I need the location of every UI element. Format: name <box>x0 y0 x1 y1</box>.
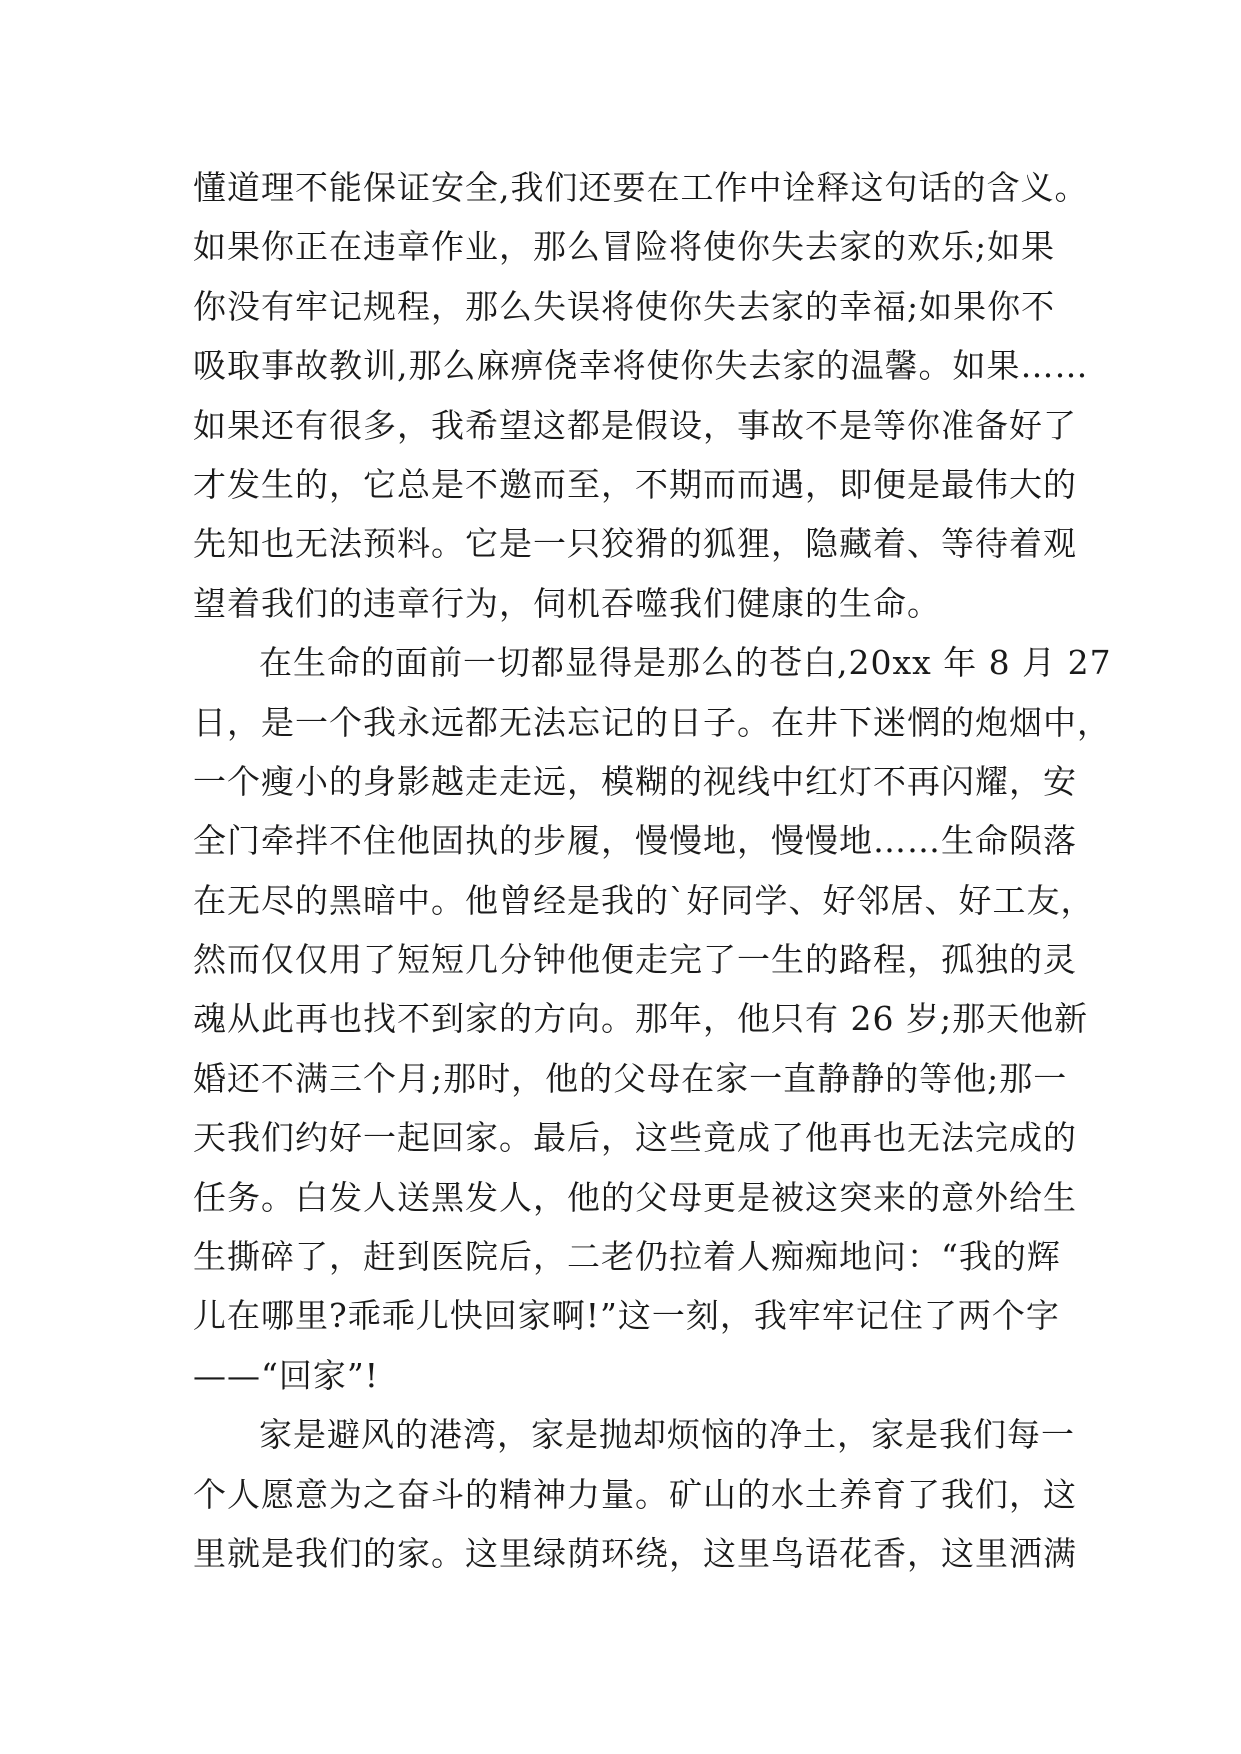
text-line: 个人愿意为之奋斗的精神力量。矿山的水土养育了我们，这 <box>193 1474 1077 1514</box>
text-line: 在无尽的黑暗中。他曾经是我的`好同学、好邻居、好工友， <box>193 880 1095 920</box>
text-line: 才发生的，它总是不邀而至，不期而而遇，即便是最伟大的 <box>193 464 1077 504</box>
text-line: 婚还不满三个月;那时，他的父母在家一直静静的等他;那一 <box>193 1058 1068 1098</box>
text-line: 儿在哪里?乖乖儿快回家啊!”这一刻，我牢牢记住了两个字 <box>193 1296 1060 1336</box>
text-line: 任务。白发人送黑发人，他的父母更是被这突来的意外给生 <box>193 1177 1077 1217</box>
text-line: 日，是一个我永远都无法忘记的日子。在井下迷惘的炮烟中， <box>193 702 1111 742</box>
text-line: 生撕碎了，赶到医院后，二老仍拉着人痴痴地问：“我的辉 <box>193 1237 1061 1277</box>
text-line: 然而仅仅用了短短几分钟他便走完了一生的路程，孤独的灵 <box>193 940 1077 980</box>
text-line: 先知也无法预料。它是一只狡猾的狐狸，隐藏着、等待着观 <box>193 524 1077 564</box>
text-line: 你没有牢记规程，那么失误将使你失去家的幸福;如果你不 <box>193 286 1056 326</box>
paragraph-start-line: 家是避风的港湾，家是抛却烦恼的净土，家是我们每一 <box>259 1415 1075 1455</box>
text-line: ——“回家”! <box>193 1355 380 1395</box>
text-line: 如果还有很多，我希望这都是假设，事故不是等你准备好了 <box>193 405 1077 445</box>
paragraph-start-line: 在生命的面前一切都显得是那么的苍白,20xx 年 8 月 27 <box>259 643 1112 683</box>
text-line: 一个瘦小的身影越走走远，模糊的视线中红灯不再闪耀，安 <box>193 761 1077 801</box>
text-line: 吸取事故教训,那么麻痹侥幸将使你失去家的温馨。如果…… <box>193 346 1089 386</box>
text-line: 如果你正在违章作业，那么冒险将使你失去家的欢乐;如果 <box>193 227 1056 267</box>
text-line: 懂道理不能保证安全,我们还要在工作中诠释这句话的含义。 <box>193 168 1089 207</box>
text-line: 天我们约好一起回家。最后，这些竟成了他再也无法完成的 <box>193 1118 1077 1158</box>
text-line: 全门牵拌不住他固执的步履，慢慢地，慢慢地……生命陨落 <box>193 821 1077 861</box>
body-text <box>193 158 1112 1583</box>
text-line: 里就是我们的家。这里绿荫环绕，这里鸟语花香，这里洒满 <box>193 1533 1077 1573</box>
text-line: 魂从此再也找不到家的方向。那年，他只有 26 岁;那天他新 <box>193 999 1089 1039</box>
text-line: 望着我们的违章行为，伺机吞噬我们健康的生命。 <box>193 583 941 623</box>
